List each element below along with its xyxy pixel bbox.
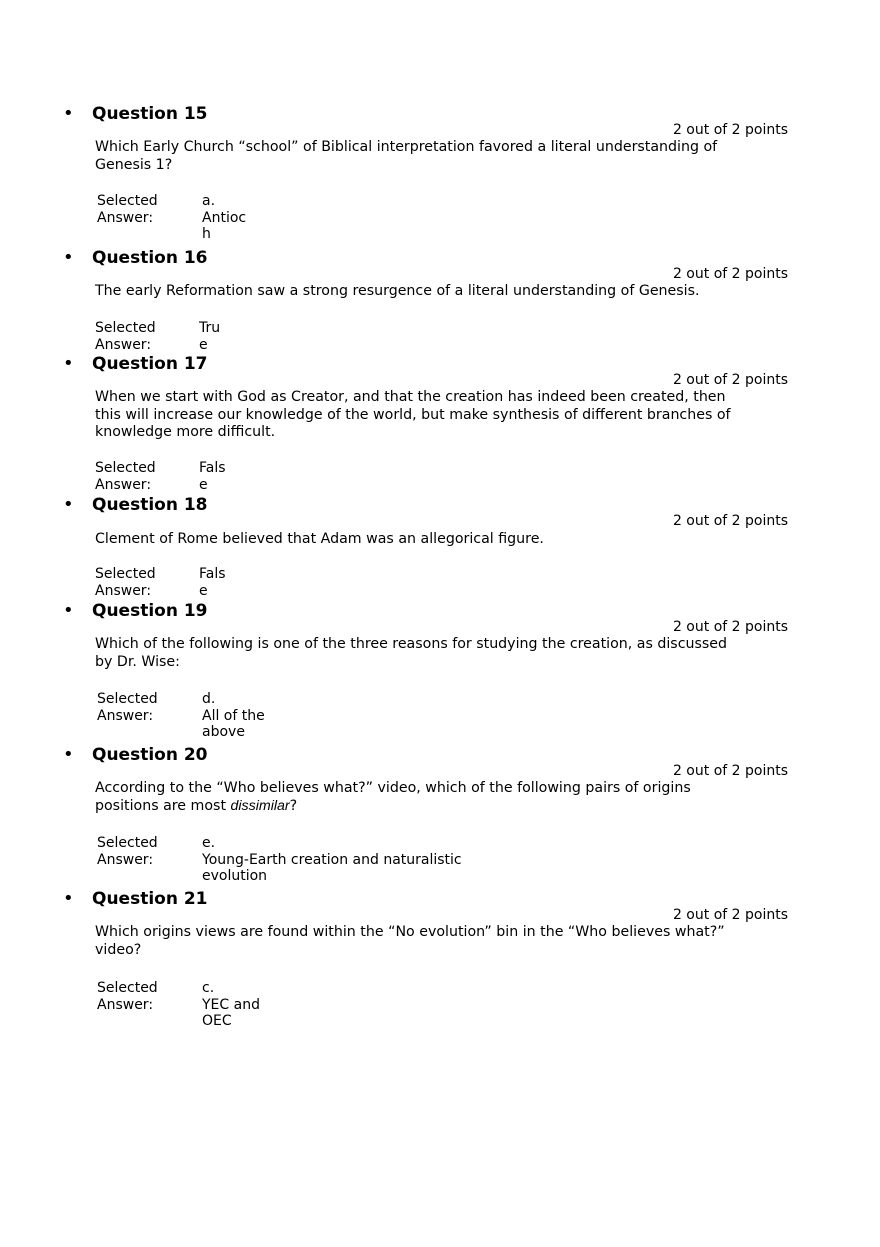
selected-answer-label: Selected Answer:	[95, 320, 156, 353]
question-title: Question 18	[92, 495, 208, 515]
bullet: •	[63, 353, 74, 374]
selected-answer-label: Selected Answer:	[97, 980, 158, 1013]
question-points: 2 out of 2 points	[672, 907, 788, 923]
selected-answer-value: Fals e	[199, 566, 226, 599]
question-points: 2 out of 2 points	[672, 122, 788, 138]
question-points: 2 out of 2 points	[672, 372, 788, 388]
selected-answer-label: Selected Answer:	[97, 193, 158, 226]
bullet: •	[63, 600, 74, 621]
selected-answer-value: Tru e	[199, 320, 221, 353]
emphasis: dissimilar	[230, 797, 290, 814]
selected-answer-label: Selected Answer:	[95, 566, 156, 599]
question-points: 2 out of 2 points	[672, 619, 788, 635]
question-title: Question 15	[92, 104, 208, 124]
question-text: According to the “Who believes what?” video, which of the following pairs of origins positions are most dissimilar?	[95, 780, 691, 814]
question-text: Which Early Church “school” of Biblical interpretation favored a literal understanding of Genesis 1?	[95, 139, 718, 173]
question-points: 2 out of 2 points	[672, 763, 788, 779]
question-points: 2 out of 2 points	[672, 266, 788, 282]
question-text: When we start with God as Creator, and that the creation has indeed been created, then this will increase our knowledge of the world, but make synthesis of different branches of knowledge more difficult.	[95, 389, 731, 440]
question-text: Clement of Rome believed that Adam was an allegorical figure.	[95, 531, 544, 547]
bullet: •	[63, 888, 74, 909]
selected-answer-value: e. Young-Earth creation and naturalistic evolution	[202, 835, 462, 884]
question-title: Question 17	[92, 354, 208, 374]
bullet: •	[63, 103, 74, 124]
question-text: Which of the following is one of the three reasons for studying the creation, as discussed by Dr. Wise:	[95, 636, 728, 670]
question-title: Question 19	[92, 601, 208, 621]
selected-answer-value: a. Antioc h	[202, 193, 247, 242]
question-text: The early Reformation saw a strong resurgence of a literal understanding of Genesis.	[95, 283, 700, 299]
selected-answer-value: d. All of the above	[202, 691, 265, 740]
selected-answer-value: c. YEC and OEC	[202, 980, 260, 1029]
question-points: 2 out of 2 points	[672, 513, 788, 529]
selected-answer-label: Selected Answer:	[95, 460, 156, 493]
bullet: •	[63, 744, 74, 765]
question-text: Which origins views are found within the “No evolution” bin in the “Who believes what?” video?	[95, 924, 725, 958]
selected-answer-label: Selected Answer:	[97, 835, 158, 868]
selected-answer-label: Selected Answer:	[97, 691, 158, 724]
question-title: Question 20	[92, 745, 208, 765]
question-title: Question 21	[92, 889, 208, 909]
bullet: •	[63, 494, 74, 515]
bullet: •	[63, 247, 74, 268]
selected-answer-value: Fals e	[199, 460, 226, 493]
question-title: Question 16	[92, 248, 208, 268]
